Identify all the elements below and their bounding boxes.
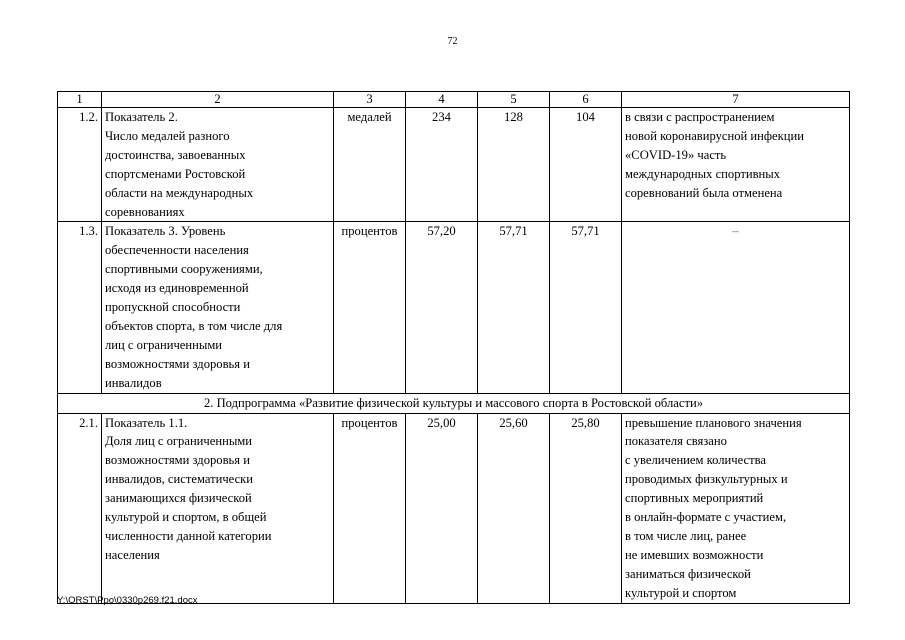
header-row (58, 92, 850, 108)
indicator-name-line: Показатель 2. (105, 110, 178, 124)
comment-line: в онлайн-формате с участием, (625, 510, 787, 525)
row-number: 1.2. (58, 108, 102, 222)
indicator-name-line: спортивными сооружениями, (105, 262, 263, 277)
indicator-name-line: занимающихся физической (105, 491, 252, 506)
comment-line: «COVID-19» часть (625, 147, 727, 162)
indicator-name-line: обеспеченности населения (105, 243, 249, 258)
indicator-name-line: возможностями здоровья и (105, 453, 250, 468)
indicator-name-line: численности данной категории (105, 528, 272, 543)
section-title: 2. Подпрограмма «Развитие физической культуры и массового спорта в Ростовской области» (58, 393, 850, 413)
header-cell-1: 1 (58, 92, 102, 108)
indicator-name-line: инвалидов (105, 375, 162, 390)
header-cell-6: 6 (550, 92, 622, 108)
indicator-name-line: соревнованиях (105, 204, 185, 219)
header-cell-4: 4 (406, 92, 478, 108)
comment-line: превышение планового значения (625, 415, 802, 430)
comment-line: показателя связано (625, 434, 727, 449)
value-col4: 25,00 (406, 413, 478, 603)
report-table (57, 91, 850, 604)
indicator-name-line: Доля лиц с ограниченными (105, 434, 252, 449)
header-cell-2: 2 (102, 92, 334, 108)
indicator-name-line: Показатель 1.1. (105, 415, 188, 430)
unit-cell: процентов (334, 413, 406, 603)
indicator-name-line: лиц с ограниченными (105, 337, 223, 352)
value-col6: 25,80 (550, 413, 622, 603)
table-row (58, 413, 850, 603)
comment-line: соревнований была отменена (625, 185, 783, 200)
comment-line: в связи с распространением (625, 110, 775, 124)
table-row (58, 108, 850, 222)
indicator-name-line: спортсменами Ростовской (105, 166, 246, 181)
comment-line: заниматься физической (625, 566, 751, 581)
comment-cell (622, 108, 850, 222)
comment-line: в том числе лиц, ранее (625, 528, 747, 543)
value-col5: 25,60 (478, 413, 550, 603)
indicator-name (102, 108, 334, 222)
value-col4: 57,20 (406, 222, 478, 393)
section-row (58, 393, 850, 413)
comment-line: не имевших возможности (625, 547, 764, 562)
comment-cell (622, 413, 850, 603)
value-col5: 57,71 (478, 222, 550, 393)
unit-cell: процентов (334, 222, 406, 393)
indicator-name-line: области на международных (105, 185, 254, 200)
comment-line: спортивных мероприятий (625, 491, 764, 506)
indicator-name-line: Число медалей разного (105, 128, 230, 143)
header-cell-7: 7 (622, 92, 850, 108)
indicator-name (102, 413, 334, 603)
indicator-name-line: достоинства, завоеванных (105, 147, 246, 162)
header-cell-5: 5 (478, 92, 550, 108)
unit-cell: медалей (334, 108, 406, 222)
value-col6: 104 (550, 108, 622, 222)
indicator-name-line: пропускной способности (105, 300, 241, 315)
comment-line: международных спортивных (625, 166, 781, 181)
indicator-name-line: населения (105, 547, 160, 562)
value-col5: 128 (478, 108, 550, 222)
indicator-name (102, 222, 334, 393)
indicator-name-line: исходя из единовременной (105, 281, 249, 296)
indicator-name-line: объектов спорта, в том числе для (105, 318, 283, 333)
value-col4: 234 (406, 108, 478, 222)
row-number: 2.1. (58, 413, 102, 603)
page-number: 72 (447, 36, 458, 47)
comment-line: новой коронавирусной инфекции (625, 128, 804, 143)
header-cell-3: 3 (334, 92, 406, 108)
comment-cell: – (622, 222, 850, 393)
row-number: 1.3. (58, 222, 102, 393)
indicator-name-line: культурой и спортом, в общей (105, 510, 267, 525)
indicator-name-line: инвалидов, систематически (105, 472, 254, 487)
comment-line: с увеличением количества (625, 453, 766, 468)
comment-line: проводимых физкультурных и (625, 472, 788, 487)
indicator-name-line: возможностями здоровья и (105, 356, 250, 371)
value-col6: 57,71 (550, 222, 622, 393)
indicator-name-line: Показатель 3. Уровень (105, 224, 226, 239)
comment-line: культурой и спортом (625, 585, 737, 600)
file-path-footer: Y:\ORST\Ppo\0330p269.f21.docx (57, 595, 198, 606)
table-row (58, 222, 850, 393)
